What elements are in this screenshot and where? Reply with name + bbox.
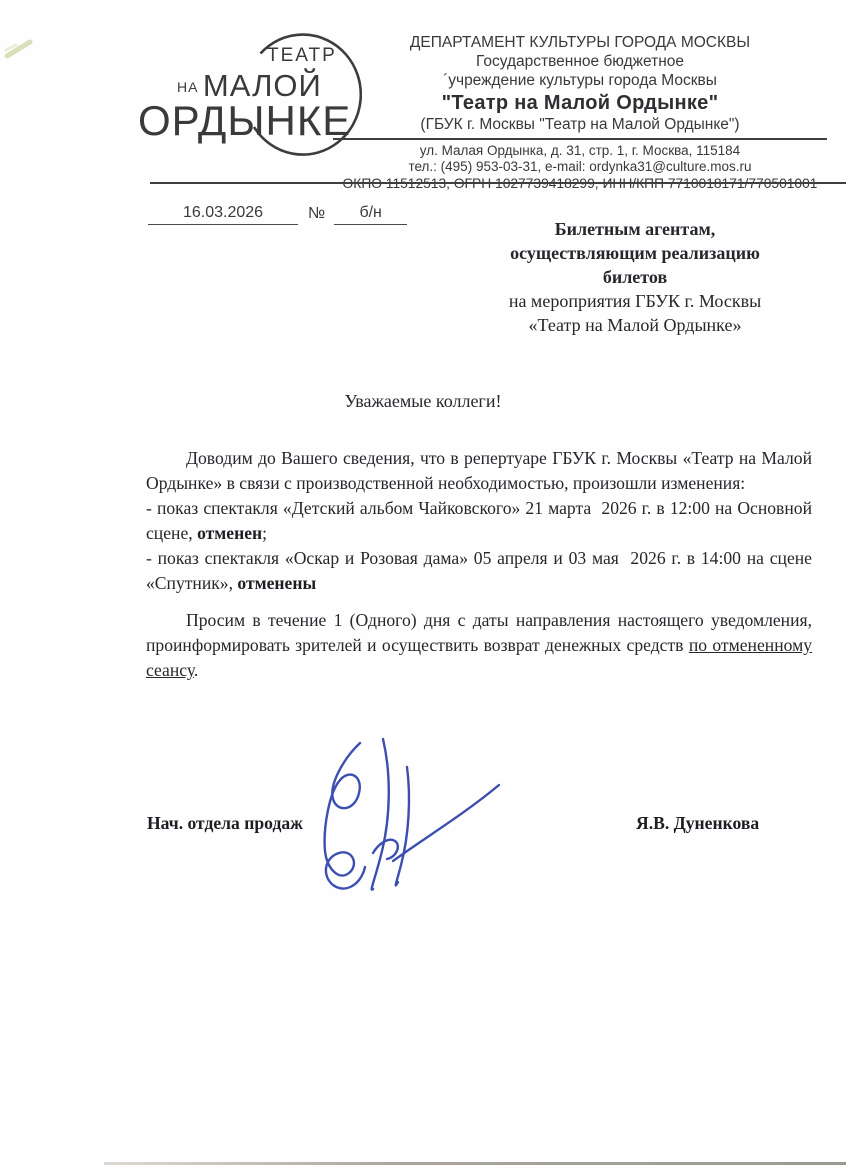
addressee-line: «Театр на Малой Ордынке» <box>528 315 742 335</box>
paragraph-changes: Доводим до Вашего сведения, что в репертуаре ГБУК г. Москвы «Театр на Малой Ордынке» в связи с производственной необходимостью, произошли изменения: <box>146 448 812 493</box>
handwritten-signature <box>315 733 515 898</box>
addressee-line: осуществляющим реализацию <box>510 243 760 263</box>
corner-pen-mark <box>4 36 34 60</box>
letter-date: 16.03.2026 <box>148 204 298 225</box>
salutation: Уважаемые коллеги! <box>344 391 502 411</box>
letter-body <box>146 446 812 683</box>
org-type-line1: Государственное бюджетное <box>475 53 685 70</box>
request-end: . <box>193 660 199 680</box>
organization-name: "Театр на Малой Ордынке" <box>441 92 719 114</box>
item1-text: - показ спектакля «Детский альбом Чайковского» 21 марта 2026 г. в 12:00 на Основной сцене, <box>146 498 812 543</box>
list-item-cancelled-1 <box>146 496 812 546</box>
addressee-line: билетов <box>602 267 668 287</box>
request-underlined: по отмененному сеансу <box>146 635 813 680</box>
reference-line <box>148 204 407 225</box>
letter-number: б/н <box>334 204 407 225</box>
number-sign: № <box>308 205 326 222</box>
addressee-line: Билетным агентам, <box>554 219 716 239</box>
org-type-line2: ´учреждение культуры города Москвы <box>443 72 717 89</box>
contact-line: тел.: (495) 953-03-31, e-mail: ordynka31@culture.mos.ru <box>408 159 752 174</box>
item1-tail: ; <box>262 523 268 543</box>
item2-text: - показ спектакля «Оскар и Розовая дама» 05 апреля и 03 мая 2026 г. в 14:00 на сцене «Спутник», <box>146 548 812 593</box>
logo-text-na-maloy: НА МАЛОЙ <box>177 68 322 103</box>
addressee-block <box>423 217 846 337</box>
item2-cancelled-word: отменены <box>237 573 317 593</box>
item1-cancelled-word: отменен <box>197 523 263 543</box>
addressee-line: на мероприятия ГБУК г. Москвы <box>508 291 762 311</box>
list-item-cancelled-2 <box>146 546 812 596</box>
signer-name: Я.В. Дуненкова <box>636 813 760 833</box>
logo-text-ordynke: ОРДЫНКЕ <box>138 97 352 144</box>
scan-edge-line <box>104 1162 846 1165</box>
department-name: ДЕПАРТАМЕНТ КУЛЬТУРЫ ГОРОДА МОСКВЫ <box>409 34 751 51</box>
request-text: Просим в течение 1 (Одного) дня с даты направления настоящего уведомления, проинформировать зрителей и осуществить возврат денежных средств <box>146 610 812 655</box>
letterhead-divider <box>333 138 827 140</box>
organization-name-alt: (ГБУК г. Москвы "Театр на Малой Ордынке") <box>420 116 740 133</box>
logo-text-teatr: ТЕАТР <box>267 45 337 66</box>
paragraph-request <box>146 608 812 683</box>
letterhead-block <box>333 33 827 192</box>
postal-address: ул. Малая Ордынка, д. 31, стр. 1, г. Москва, 115184 <box>419 143 741 158</box>
signer-position: Нач. отдела продаж <box>147 813 303 833</box>
letterhead-bottom-rule <box>150 182 846 184</box>
